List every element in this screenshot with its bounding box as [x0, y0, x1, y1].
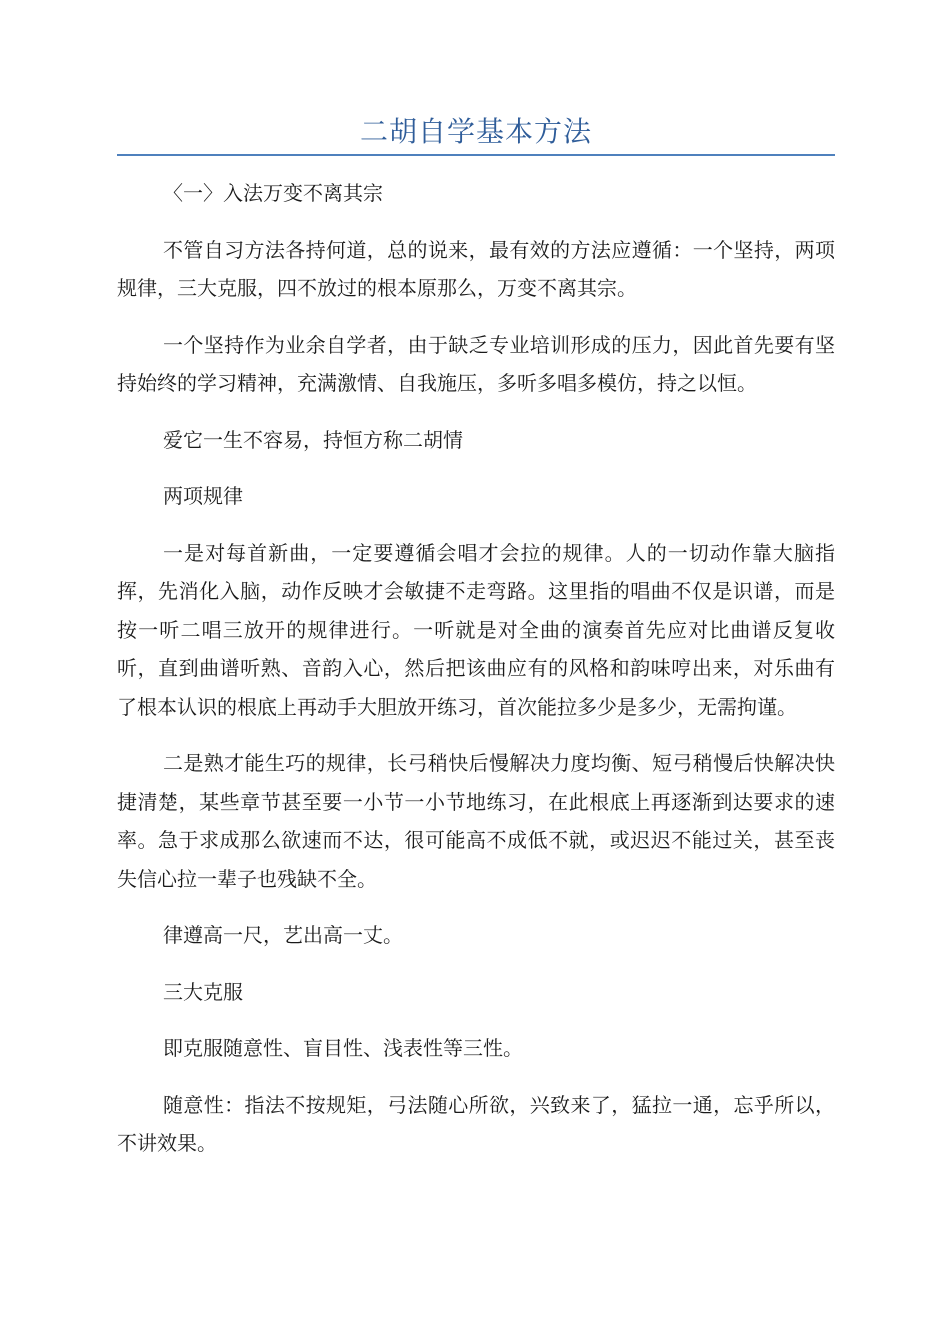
paragraph-rule-one: 一是对每首新曲，一定要遵循会唱才会拉的规律。人的一切动作靠大脑指挥，先消化入脑，动作反映才会敏捷不走弯路。这里指的唱曲不仅是识谱，而是按一听二唱三放开的规律进行。一听就是对全曲的演奏首先应对比曲谱反复收听，直到曲谱听熟、音韵入心，然后把该曲应有的风格和韵味哼出来，对乐曲有了根本认识的根底上再动手大胆放开练习，首次能拉多少是多少，无需拘谨。 — [117, 540, 835, 719]
paragraph-rule-two: 二是熟才能生巧的规律，长弓稍快后慢解决力度均衡、短弓稍慢后快解决快捷清楚，某些章节甚至要一小节一小节地练习，在此根底上再逐渐到达要求的速率。急于求成那么欲速而不达，很可能高不成低不就，或迟迟不能过关，甚至丧失信心拉一辈子也残缺不全。 — [117, 751, 835, 891]
paragraph-arbitrariness: 随意性：指法不按规矩，弓法随心所欲，兴致来了，猛拉一通，忘乎所以，不讲效果。 — [117, 1092, 835, 1155]
subheading-two-rules: 两项规律 — [163, 484, 243, 508]
title-underline — [117, 154, 835, 156]
saying-rules: 律遵高一尺，艺出高一丈。 — [163, 923, 403, 947]
subheading-three-overcome: 三大克服 — [163, 979, 243, 1004]
document-body — [117, 174, 835, 1181]
document-title: 二胡自学基本方法 — [359, 115, 592, 148]
paragraph-intro: 不管自习方法各持何道，总的说来，最有效的方法应遵循：一个坚持，两项规律，三大克服，四不放过的根本原那么，万变不离其宗。 — [117, 237, 835, 300]
paragraph-persistence: 一个坚持作为业余自学者，由于缺乏专业培训形成的压力，因此首先要有坚持始终的学习精神，充满激情、自我施压，多听多唱多模仿，持之以恒。 — [117, 332, 835, 395]
paragraph-three-traits: 即克服随意性、盲目性、浅表性等三性。 — [163, 1036, 523, 1060]
section-heading-one: 〈一〉入法万变不离其宗 — [163, 181, 383, 205]
saying-persistence: 爱它一生不容易，持恒方称二胡情 — [163, 427, 463, 452]
